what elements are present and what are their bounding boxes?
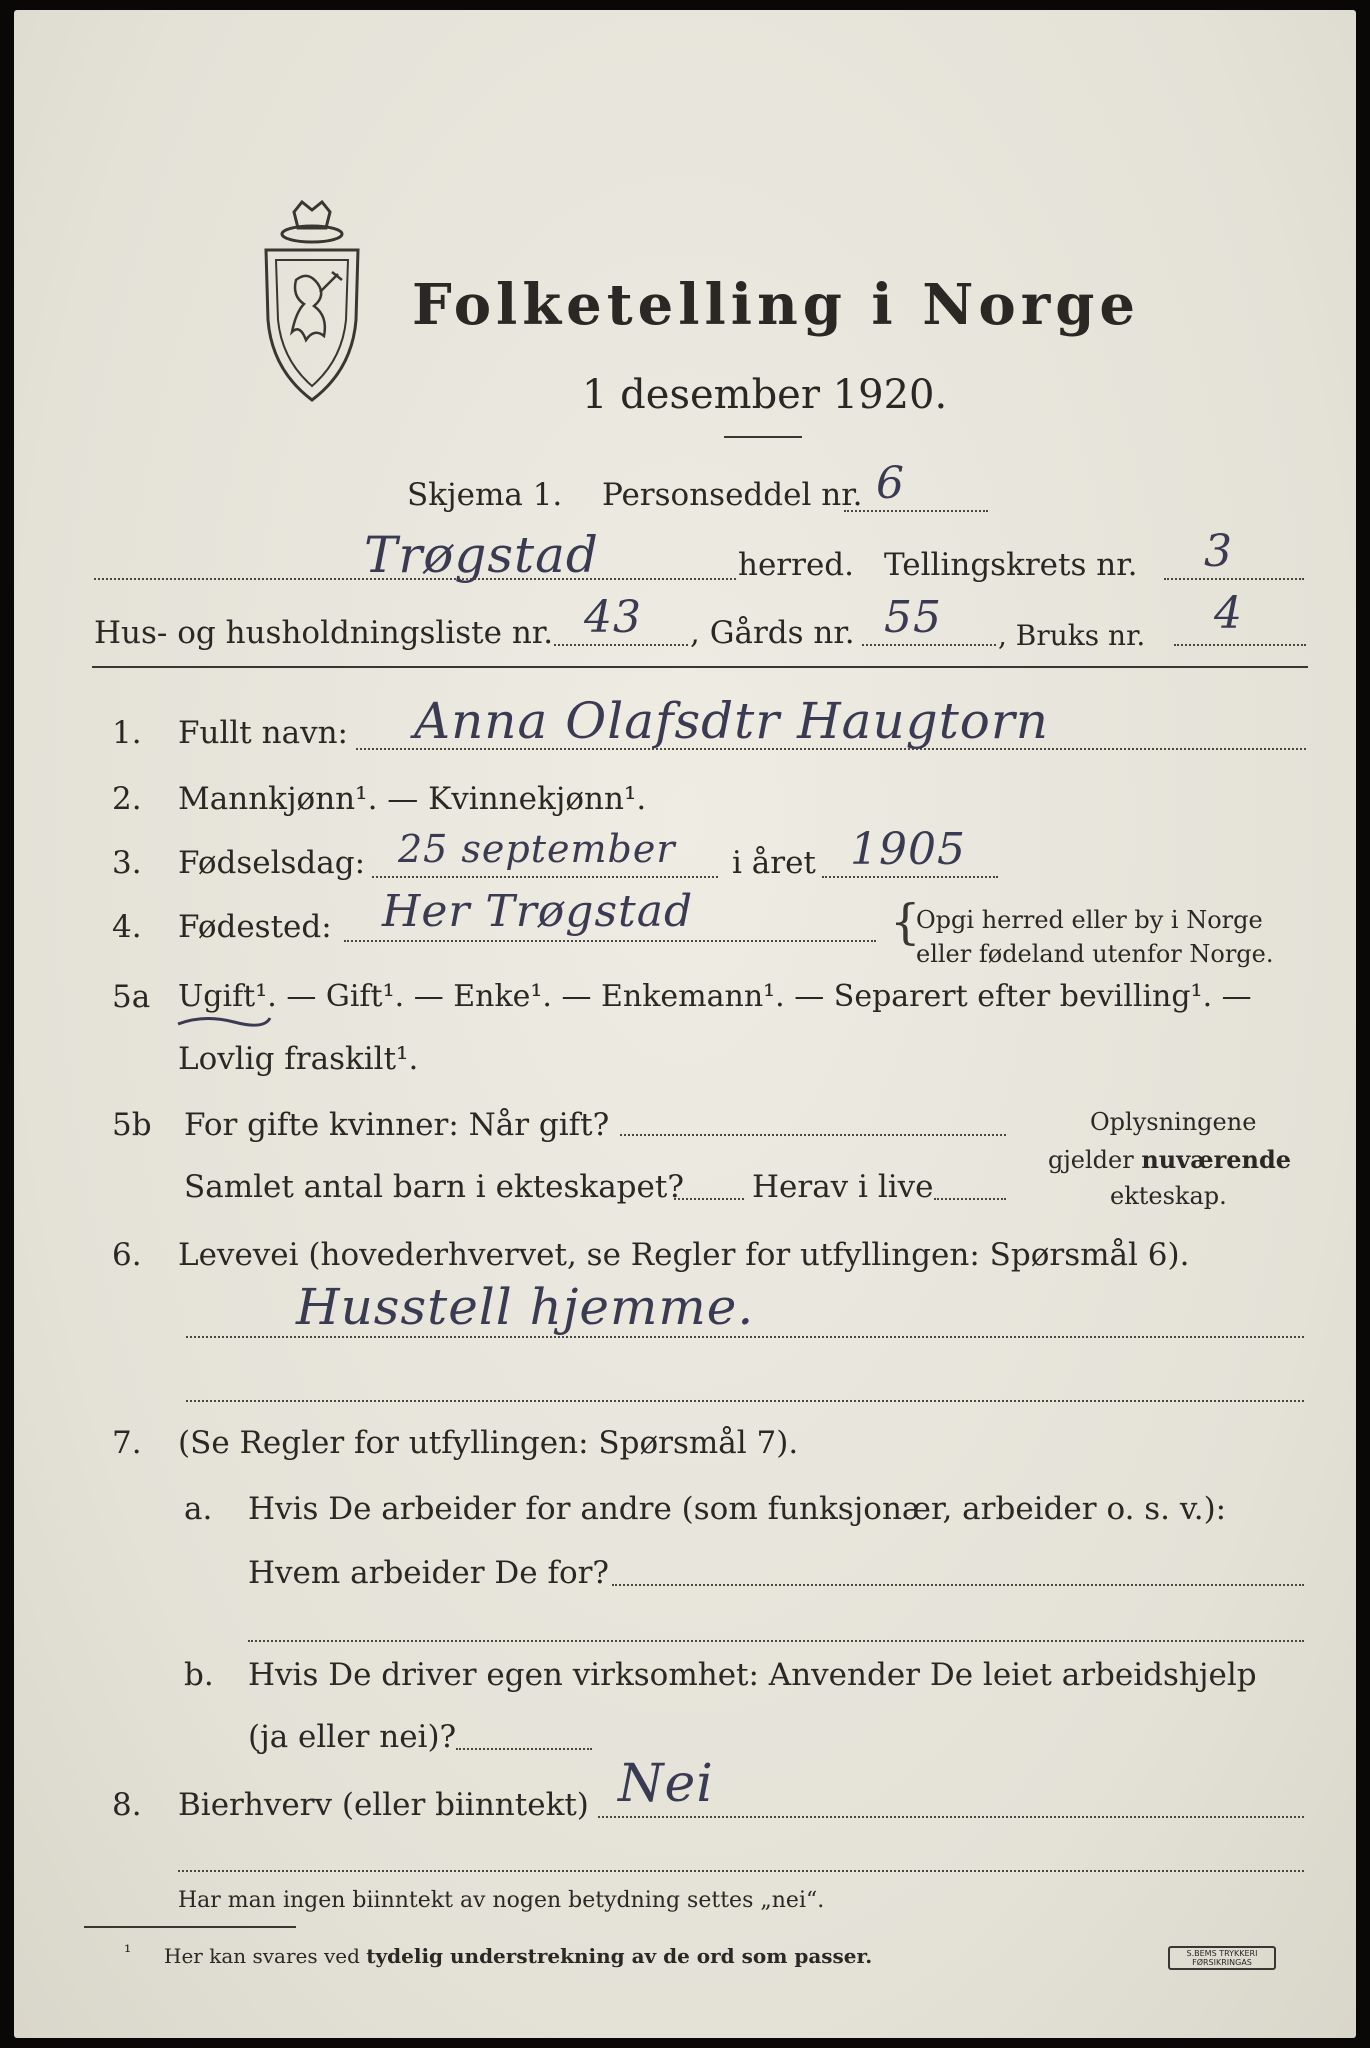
q4-label: Fødested: <box>178 909 332 945</box>
q4-number: 4. <box>112 909 142 945</box>
personseddel-label: Personseddel nr. <box>602 477 863 513</box>
full-name-value: Anna Olafsdtr Haugtorn <box>414 692 1049 750</box>
form-title: Folketelling i Norge <box>412 272 1141 338</box>
norway-coat-of-arms-icon <box>252 200 372 410</box>
birth-date-value: 25 september <box>398 827 676 871</box>
q2-number: 2. <box>112 781 142 817</box>
header-separator <box>92 666 1308 668</box>
herred-label: herred. <box>738 547 854 583</box>
q5a-line2: Lovlig fraskilt¹. <box>178 1041 419 1077</box>
husliste-label: Hus- og husholdningsliste nr. <box>94 615 554 651</box>
q7b-line2: (ja eller nei)? <box>248 1719 457 1755</box>
gards-label: , Gårds nr. <box>690 615 855 651</box>
footnote-mark: ¹ <box>124 1942 132 1963</box>
census-form-sheet <box>14 10 1356 2038</box>
q1-label: Fullt navn: <box>178 715 348 751</box>
q7a-line1: Hvis De arbeider for andre (som funksjonær, arbeider o. s. v.): <box>248 1491 1227 1527</box>
q4-note-line1: Opgi herred eller by i Norge <box>916 906 1263 934</box>
q5b-note-line2b: nuværende <box>1141 1145 1292 1174</box>
skjema-label: Skjema 1. <box>407 477 563 513</box>
q2-label: Mannkjønn¹. — Kvinnekjønn¹. <box>178 781 647 817</box>
q7a-letter: a. <box>184 1491 213 1527</box>
q3-year-label: i året <box>732 845 816 881</box>
herred-value: Trøgstad <box>364 526 599 584</box>
side-income-value: Nei <box>618 1754 714 1814</box>
footnote-text-b: tydelig understrekning av de ord som passer. <box>366 1944 873 1968</box>
q5b-line1: For gifte kvinner: Når gift? <box>184 1107 610 1143</box>
q3-label: Fødselsdag: <box>178 845 366 881</box>
q4-note-line2: eller fødeland utenfor Norge. <box>916 940 1274 968</box>
q7-label: (Se Regler for utfyllingen: Spørsmål 7). <box>178 1425 799 1461</box>
tellingskrets-label: Tellingskrets nr. <box>884 547 1138 583</box>
bruks-value: 4 <box>1214 588 1243 639</box>
footnote-text-a: Her kan svares ved <box>164 1944 367 1968</box>
title-divider <box>724 436 802 438</box>
q5b-number: 5b <box>112 1107 152 1143</box>
q5b-note-line1: Oplysningene <box>1090 1108 1257 1136</box>
q5b-line2a: Samlet antal barn i ekteskapet? <box>184 1169 684 1205</box>
q3-number: 3. <box>112 845 142 881</box>
birth-year-value: 1905 <box>850 824 966 875</box>
birthplace-value: Her Trøgstad <box>382 886 694 937</box>
census-date: 1 desember 1920. <box>582 372 948 418</box>
footer-note: Har man ingen biinntekt av nogen betydning settes „nei“. <box>178 1888 825 1913</box>
q5a-line1: Ugift¹. — Gift¹. — Enke¹. — Enkemann¹. — Separert efter bevilling¹. — <box>178 979 1252 1014</box>
q8-number: 8. <box>112 1787 142 1823</box>
q7b-line1: Hvis De driver egen virksomhet: Anvender De leiet arbeidshjelp <box>248 1657 1257 1693</box>
q6-number: 6. <box>112 1237 142 1273</box>
q7a-line2: Hvem arbeider De for? <box>248 1555 610 1591</box>
q7b-letter: b. <box>184 1657 214 1693</box>
printer-stamp: S.BEMS TRYKKERI FØRSIKRINGAS <box>1168 1946 1276 1970</box>
bruks-label: , Bruks nr. <box>998 619 1146 652</box>
q5b-line2b: Herav i live <box>752 1169 934 1205</box>
q8-label: Bierhverv (eller biinntekt) <box>178 1787 589 1823</box>
q5a-number: 5a <box>112 979 151 1015</box>
tellingskrets-value: 3 <box>1204 526 1233 577</box>
q6-label: Levevei (hovederhvervet, se Regler for utfyllingen: Spørsmål 6). <box>178 1237 1190 1273</box>
note-brace: { <box>890 894 921 950</box>
occupation-value: Husstell hjemme. <box>296 1278 755 1336</box>
q1-number: 1. <box>112 715 142 751</box>
marital-status-underline <box>174 1010 274 1032</box>
q5b-note-line3: ekteskap. <box>1110 1182 1227 1210</box>
personseddel-value: 6 <box>876 458 905 509</box>
gards-value: 55 <box>884 592 942 643</box>
q5b-note-line2a: gjelder <box>1048 1146 1142 1174</box>
q7-number: 7. <box>112 1425 142 1461</box>
husliste-value: 43 <box>584 592 642 643</box>
footnote-rule <box>84 1926 296 1928</box>
